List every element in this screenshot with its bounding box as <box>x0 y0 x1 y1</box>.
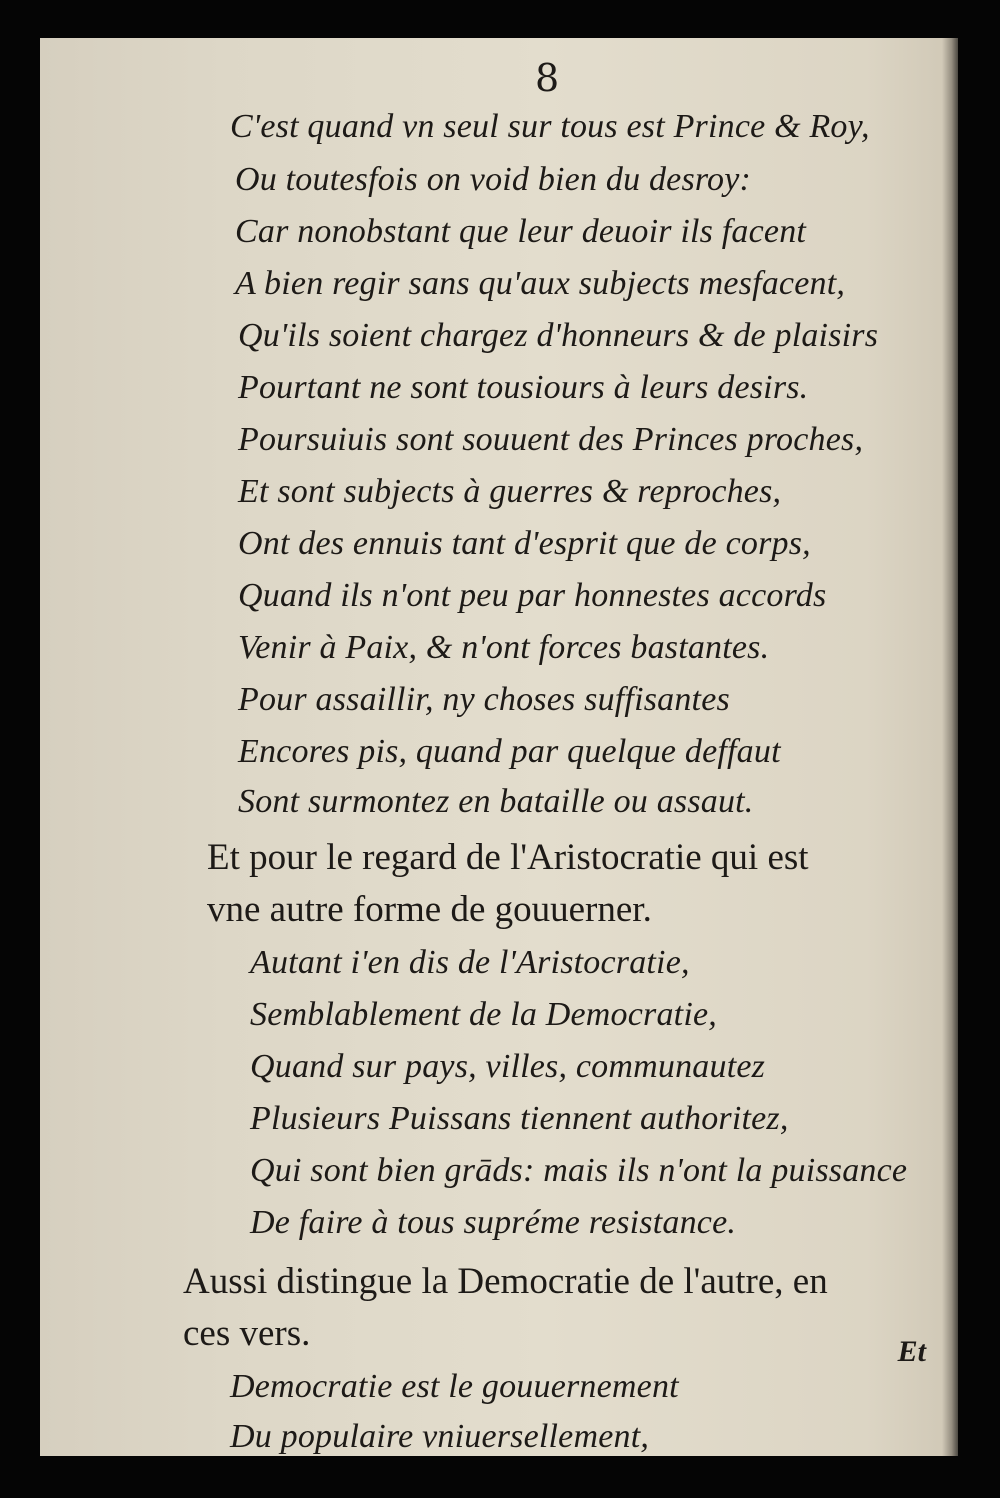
verse-line: Du populaire vniuersellement, <box>230 1418 650 1455</box>
verse-line: Encores pis, quand par quelque deffaut <box>238 733 781 770</box>
prose-line: vne autre forme de gouuerner. <box>207 889 652 930</box>
verse-line: Poursuiuis sont souuent des Princes proches, <box>238 421 864 458</box>
verse-line: Pourtant ne sont tousiours à leurs desirs. <box>238 369 809 406</box>
catchword: Et <box>897 1335 926 1368</box>
verse-line: Qui sont bien grāds: mais ils n'ont la puissance <box>250 1152 908 1189</box>
page-number: 8 <box>535 56 560 100</box>
prose-line: ces vers. <box>183 1313 311 1354</box>
verse-line: Plusieurs Puissans tiennent authoritez, <box>250 1100 789 1137</box>
verse-line: C'est quand vn seul sur tous est Prince & Roy, <box>230 108 870 145</box>
verse-line: Sont surmontez en bataille ou assaut. <box>238 783 754 820</box>
verse-line: A bien regir sans qu'aux subjects mesfacent, <box>235 265 846 302</box>
verse-line: Democratie est le gouuernement <box>230 1368 679 1405</box>
verse-line: Car nonobstant que leur deuoir ils facent <box>235 213 807 250</box>
verse-line: Qu'ils soient chargez d'honneurs & de plaisirs <box>238 317 879 354</box>
book-page <box>40 38 958 1456</box>
verse-line: Autant i'en dis de l'Aristocratie, <box>250 944 690 981</box>
verse-line: Ou toutesfois on void bien du desroy: <box>235 161 752 198</box>
verse-line: Quand ils n'ont peu par honnestes accords <box>238 577 827 614</box>
verse-line: De faire à tous supréme resistance. <box>250 1204 737 1241</box>
verse-line: Quand sur pays, villes, communautez <box>250 1048 766 1085</box>
verse-line: Semblablement de la Democratie, <box>250 996 717 1033</box>
verse-line: Ont des ennuis tant d'esprit que de corps, <box>238 525 811 562</box>
verse-line: Et sont subjects à guerres & reproches, <box>238 473 782 510</box>
verse-line: Pour assaillir, ny choses suffisantes <box>238 681 730 718</box>
verse-line: Venir à Paix, & n'ont forces bastantes. <box>238 629 770 666</box>
prose-line: Aussi distingue la Democratie de l'autre, en <box>183 1261 828 1302</box>
prose-line: Et pour le regard de l'Aristocratie qui est <box>207 837 809 878</box>
